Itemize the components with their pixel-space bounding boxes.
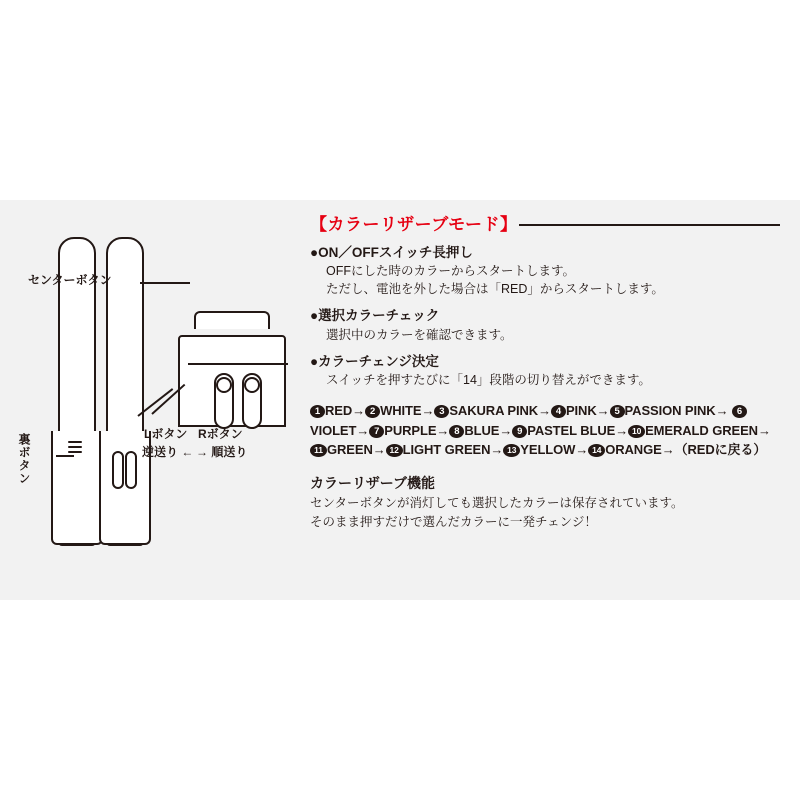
color-index-12: 12 <box>386 444 403 457</box>
title-rule <box>519 224 780 226</box>
color-name-12: LIGHT GREEN <box>402 442 491 458</box>
back-button-label: 裏ボタン <box>17 433 31 485</box>
product-illustration <box>17 215 310 585</box>
r-button-label: Rボタン <box>198 427 243 441</box>
color-item-1: 1 RED→ <box>310 403 365 418</box>
color-item-9: 9 PASTEL BLUE→ <box>512 423 628 438</box>
section-colorcheck-line-1: 選択中のカラーを確認できます。 <box>326 327 513 342</box>
detail-shaft <box>194 311 270 329</box>
section-onoff <box>310 244 780 298</box>
color-index-1: 1 <box>310 405 325 418</box>
center-button-label: センターボタン <box>28 273 112 287</box>
page-title: 【カラーリザーブモード】 <box>310 215 518 234</box>
section-colorcheck-heading: ●選択カラーチェック <box>310 308 440 324</box>
color-item-3: 3 SAKURA PINK→ <box>434 403 551 418</box>
handle-detail-zoom <box>172 325 292 425</box>
detail-center-button-right <box>244 377 260 393</box>
leader-line-back <box>56 455 74 457</box>
color-index-7: 7 <box>369 425 384 438</box>
color-item-13: 13 YELLOW→ <box>503 442 588 457</box>
color-item-2: 2 WHITE→ <box>365 403 434 418</box>
color-item-12: 12 LIGHT GREEN→ <box>386 442 504 457</box>
color-index-9: 9 <box>512 425 527 438</box>
color-item-7: 7 PURPLE→ <box>369 423 449 438</box>
color-item-6: 6VIOLET→ <box>310 403 747 438</box>
color-sequence-list <box>310 401 780 460</box>
color-name-9: PASTEL BLUE <box>527 422 616 438</box>
color-item-5: 5 PASSION PINK→ <box>610 403 729 418</box>
text-content <box>310 210 780 532</box>
section-colorchange-heading: ●カラーチェンジ決定 <box>310 353 439 369</box>
section-onoff-heading: ●ON／OFFスイッチ長押し <box>310 245 473 260</box>
color-index-11: 11 <box>310 444 327 457</box>
l-button-icon <box>112 451 124 489</box>
color-name-11: GREEN <box>327 442 373 458</box>
color-index-13: 13 <box>503 444 520 457</box>
color-index-5: 5 <box>610 405 625 418</box>
l-button-label: Lボタン <box>144 427 188 441</box>
color-name-6: VIOLET <box>310 422 357 438</box>
section-onoff-line-1: OFFにした時のカラーからスタートします。 <box>326 264 575 279</box>
leader-line-center <box>140 282 190 284</box>
detail-center-button-left <box>216 377 232 393</box>
color-name-10: EMERALD GREEN <box>645 422 758 438</box>
color-name-3: SAKURA PINK <box>449 403 539 419</box>
feature-block <box>310 473 780 533</box>
detail-body <box>178 335 286 427</box>
color-index-10: 10 <box>628 425 645 438</box>
l-direction-label: 逆送り ← <box>142 445 194 459</box>
color-name-2: WHITE <box>380 403 422 419</box>
feature-heading: カラーリザーブ機能 <box>310 474 436 491</box>
color-name-13: YELLOW <box>520 442 576 458</box>
color-name-1: RED <box>325 403 353 419</box>
section-colorchange-line-1: スイッチを押すたびに「14」段階の切り替えができます。 <box>326 373 651 388</box>
color-index-8: 8 <box>449 425 464 438</box>
color-index-14: 14 <box>588 444 605 457</box>
back-button-icon <box>68 441 84 463</box>
detail-divider <box>188 363 288 365</box>
color-name-7: PURPLE <box>384 422 437 438</box>
color-item-8: 8 BLUE→ <box>449 423 512 438</box>
color-index-4: 4 <box>551 405 566 418</box>
section-colorchange <box>310 353 780 389</box>
color-name-5: PASSION PINK <box>624 403 716 419</box>
feature-line-2: そのまま押すだけで選んだカラーに一発チェンジ！ <box>310 515 597 530</box>
color-sequence-tail: →（REDに戻る） <box>661 442 767 458</box>
color-item-4: 4 PINK→ <box>551 403 610 418</box>
color-name-4: PINK <box>565 403 597 419</box>
section-onoff-line-2: ただし、電池を外した場合は「RED」からスタートします。 <box>326 282 664 297</box>
color-item-14 <box>588 442 661 457</box>
header-row <box>310 210 780 235</box>
color-name-8: BLUE <box>464 422 500 438</box>
color-item-11: 11 GREEN→ <box>310 442 386 457</box>
button-pair-icon <box>112 451 136 495</box>
feature-line-1: センターボタンが消灯しても選択したカラーは保存されています。 <box>310 495 684 510</box>
color-index-3: 3 <box>434 405 449 418</box>
r-button-icon <box>125 451 137 489</box>
color-index-2: 2 <box>365 405 380 418</box>
color-name-14: ORANGE <box>605 442 662 458</box>
color-item-10: 10 EMERALD GREEN→ <box>628 423 771 438</box>
section-colorcheck <box>310 307 780 343</box>
r-direction-label: → 順送り <box>196 445 248 459</box>
color-index-6: 6 <box>732 405 747 418</box>
